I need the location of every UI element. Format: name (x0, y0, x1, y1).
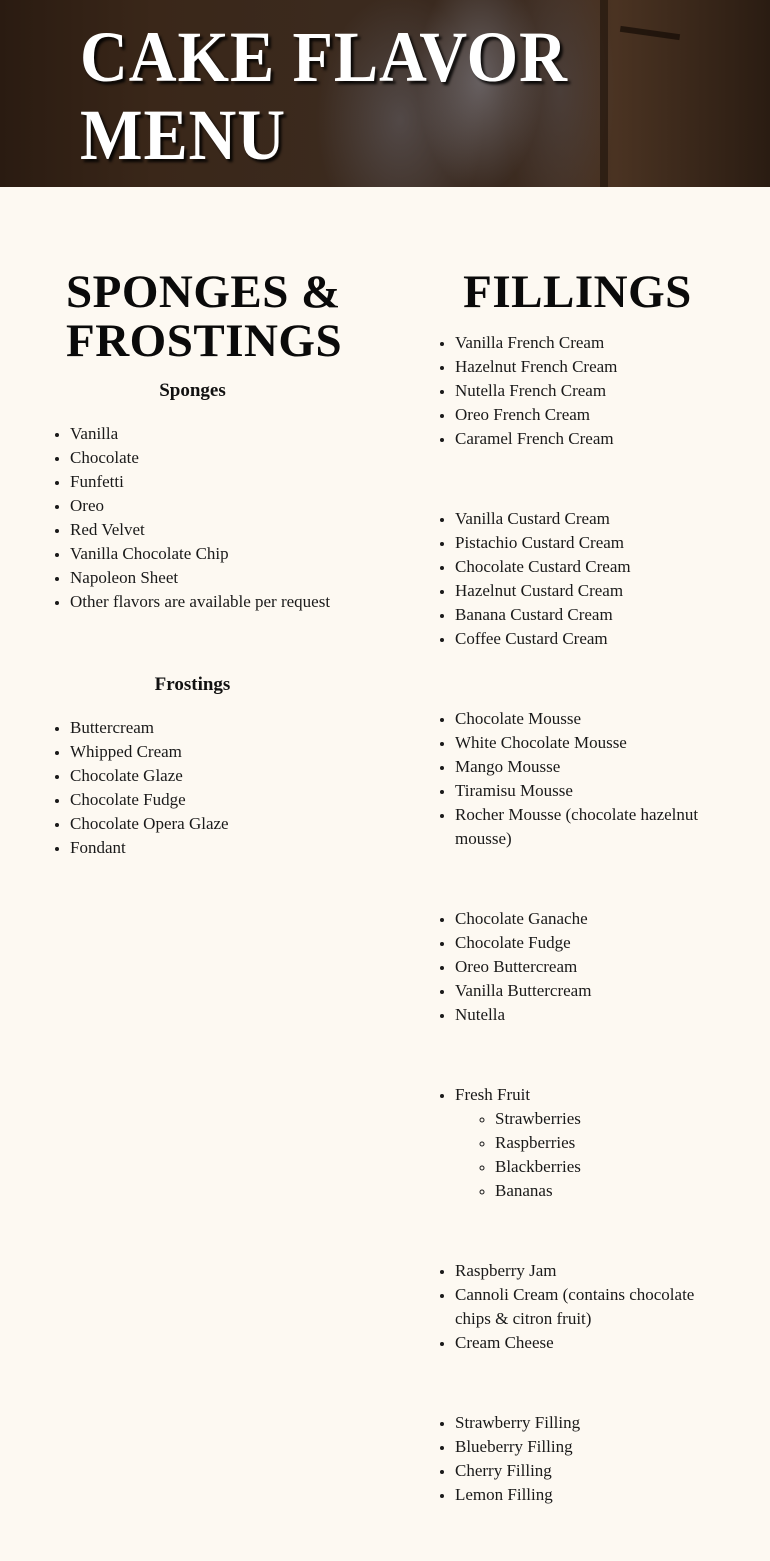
fillings-fresh-fruit-list (385, 1083, 725, 1203)
list-item: • Whipped Cream (70, 740, 385, 764)
list-item: • Buttercream (70, 716, 385, 740)
list-item: • Lemon Filling (455, 1483, 725, 1507)
hero-banner (0, 0, 770, 187)
list-item: • Fondant (70, 836, 385, 860)
sponges-list (0, 422, 385, 614)
frostings-heading: Frostings (154, 674, 231, 695)
list-item: • Pistachio Custard Cream (455, 531, 725, 555)
list-item: • Red Velvet (70, 518, 385, 542)
page-title-line1: CAKE FLAVOR (80, 17, 568, 97)
list-item: • Cherry Filling (455, 1459, 725, 1483)
list-item: • Rocher Mousse (chocolate hazelnut mousse) (455, 803, 725, 851)
list-item: • Hazelnut French Cream (455, 355, 725, 379)
list-item: • Vanilla Custard Cream (455, 507, 725, 531)
list-item: • Chocolate Opera Glaze (70, 812, 385, 836)
list-item: • Cream Cheese (455, 1331, 725, 1355)
fillings-column (385, 268, 770, 1507)
list-item: • Oreo Buttercream (455, 955, 725, 979)
list-item: • Chocolate Fudge (455, 931, 725, 955)
list-item-label: Fresh Fruit (455, 1085, 531, 1104)
list-item: • Vanilla French Cream (455, 331, 725, 355)
fillings-jam-cream-list (385, 1259, 725, 1355)
list-item: • Funfetti (70, 470, 385, 494)
section-title-line2: FROSTINGS (66, 315, 343, 367)
list-item: • Vanilla Chocolate Chip (70, 542, 385, 566)
list-item: • Chocolate Custard Cream (455, 555, 725, 579)
list-item: • Raspberry Jam (455, 1259, 725, 1283)
list-item: • Hazelnut Custard Cream (455, 579, 725, 603)
fillings-french-cream-list (385, 331, 725, 451)
list-item: • Napoleon Sheet (70, 566, 385, 590)
list-item: • Oreo (70, 494, 385, 518)
list-item (455, 1083, 725, 1203)
list-item: • Chocolate Fudge (70, 788, 385, 812)
list-item: • Vanilla (70, 422, 385, 446)
list-item: • Tiramisu Mousse (455, 779, 725, 803)
list-item: • Coffee Custard Cream (455, 627, 725, 651)
sub-list-item: ◦ Strawberries (495, 1107, 725, 1131)
list-item: • Chocolate Mousse (455, 707, 725, 731)
sub-list-item: ◦ Bananas (495, 1179, 725, 1203)
list-item: • Blueberry Filling (455, 1435, 725, 1459)
fresh-fruit-sublist (455, 1107, 725, 1203)
background-decor (600, 0, 608, 187)
sponges-heading: Sponges (159, 380, 226, 401)
list-item: • Cannoli Cream (contains chocolate chips & citron fruit) (455, 1283, 725, 1331)
list-item: • Banana Custard Cream (455, 603, 725, 627)
frostings-list (0, 716, 385, 860)
list-item: • Vanilla Buttercream (455, 979, 725, 1003)
sub-list-item: ◦ Raspberries (495, 1131, 725, 1155)
list-item: • Caramel French Cream (455, 427, 725, 451)
list-item: • Strawberry Filling (455, 1411, 725, 1435)
list-item: • Chocolate Glaze (70, 764, 385, 788)
sponges-frostings-column (0, 268, 385, 860)
list-item: • Chocolate Ganache (455, 907, 725, 931)
list-item: • Nutella French Cream (455, 379, 725, 403)
fillings-mousse-list (385, 707, 725, 851)
page-title-line2: MENU (80, 95, 287, 175)
section-title-fillings: FILLINGS (463, 266, 692, 318)
list-item: • Mango Mousse (455, 755, 725, 779)
fillings-fruit-filling-list (385, 1411, 725, 1507)
section-title-sponges-frostings (0, 268, 385, 366)
section-title-line1: SPONGES & (66, 266, 341, 318)
list-item: • Nutella (455, 1003, 725, 1027)
sub-list-item: ◦ Blackberries (495, 1155, 725, 1179)
fillings-custard-cream-list (385, 507, 725, 651)
fillings-ganache-list (385, 907, 725, 1027)
list-item: • Chocolate (70, 446, 385, 470)
list-item: • Oreo French Cream (455, 403, 725, 427)
page-title (80, 18, 568, 174)
list-item: • Other flavors are available per request (70, 590, 385, 614)
background-decor (620, 26, 680, 40)
list-item: • White Chocolate Mousse (455, 731, 725, 755)
